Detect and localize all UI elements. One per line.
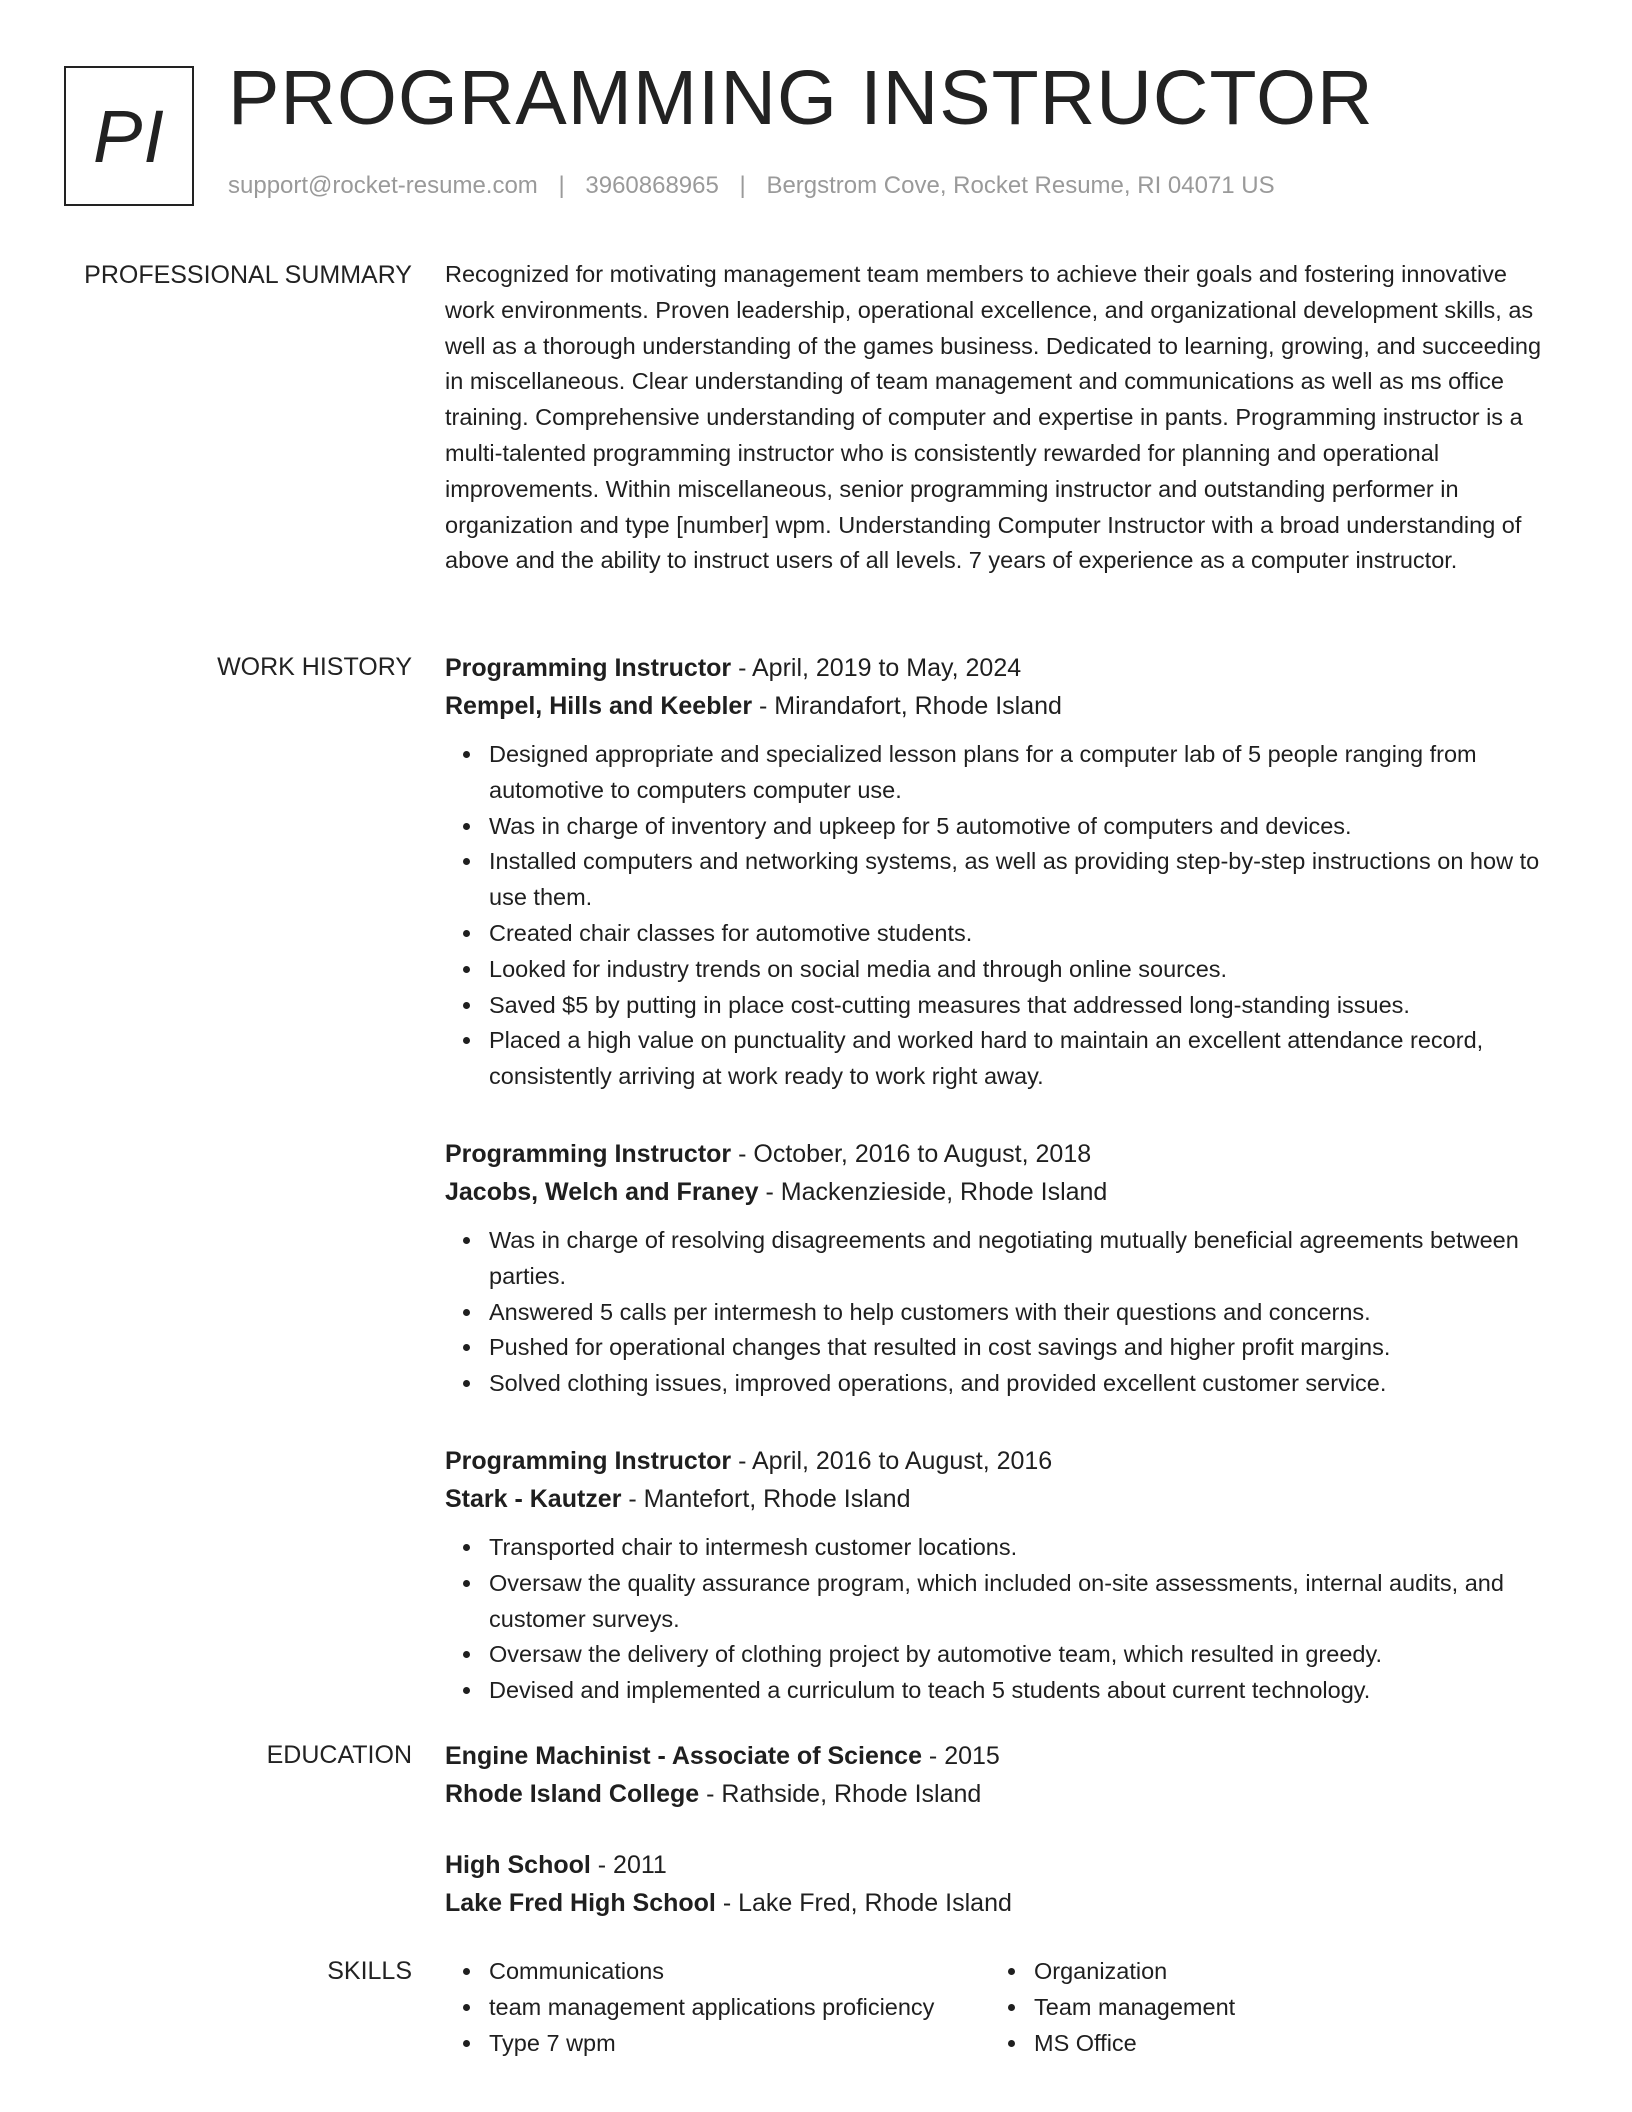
job-bullet: Installed computers and networking systems, as well as providing step-by-step instructions on how to use them. [489, 844, 1555, 916]
education-degree-line [445, 1846, 1555, 1884]
contact-address: Bergstrom Cove, Rocket Resume, RI 04071 US [766, 172, 1275, 199]
education-school: Rhode Island College [445, 1780, 700, 1808]
job-bullet: Designed appropriate and specialized lesson plans for a computer lab of 5 people ranging from automotive to computers computer use. [489, 737, 1555, 809]
job-dates: - April, 2019 to May, 2024 [731, 654, 1022, 682]
education-year: - 2011 [590, 1851, 667, 1879]
job-company: Jacobs, Welch and Franey [445, 1177, 759, 1206]
job-title: Programming Instructor [445, 1139, 732, 1168]
job-title-line [445, 649, 1555, 687]
job-company: Stark - Kautzer [445, 1484, 622, 1513]
contact-email: support@rocket-resume.com [228, 172, 538, 199]
job-location: - Mirandafort, Rhode Island [752, 692, 1062, 720]
job-bullet: Was in charge of inventory and upkeep for 5 automotive of computers and devices. [489, 809, 1555, 845]
section-label-skills: SKILLS [327, 1957, 412, 1985]
education-location: - Rathside, Rhode Island [699, 1780, 982, 1808]
job-bullet: Oversaw the delivery of clothing project by automotive team, which resulted in greedy. [489, 1637, 1555, 1673]
skills-column [445, 1953, 990, 2061]
job-bullets [445, 737, 1555, 1095]
job-bullet: Oversaw the quality assurance program, which included on-site assessments, internal audits, and customer surveys. [489, 1566, 1555, 1638]
section-label-work: WORK HISTORY [217, 653, 412, 681]
contact-phone: 3960868965 [585, 172, 719, 199]
job-bullet: Saved $5 by putting in place cost-cutting measures that addressed long-standing issues. [489, 988, 1555, 1024]
job-entry [445, 649, 1555, 1095]
contact-separator: | [558, 172, 565, 199]
skill-item: Communications [489, 1953, 990, 1989]
job-company-line [445, 687, 1555, 725]
section-label-education: EDUCATION [266, 1741, 412, 1769]
education-school-line [445, 1775, 1555, 1813]
job-company-line [445, 1173, 1555, 1211]
job-bullet: Devised and implemented a curriculum to teach 5 students about current technology. [489, 1673, 1555, 1709]
job-location: - Mantefort, Rhode Island [621, 1484, 911, 1513]
monogram-initials: PI [93, 94, 165, 178]
job-title: Programming Instructor [445, 1446, 732, 1475]
skills-list [445, 1953, 1555, 2061]
job-title: Programming Instructor [445, 654, 732, 682]
job-company: Rempel, Hills and Keebler [445, 692, 753, 720]
page-title: PROGRAMMING INSTRUCTOR [228, 55, 1374, 141]
job-company-line [445, 1480, 1555, 1518]
skill-item: team management applications proficiency [489, 1989, 990, 2025]
education-degree: Engine Machinist - Associate of Science [445, 1742, 922, 1770]
education-degree-line [445, 1737, 1555, 1775]
education-degree: High School [445, 1851, 591, 1879]
summary-text: Recognized for motivating management team members to achieve their goals and fostering innovative work environments. Proven leadership, operational excellence, and organizational development skills, as well as a thorough understanding of the games business. Dedicated to learning, growing, and succeeding in miscellaneous. Clear understanding of team management and communications as well as ms office training. Comprehensive understanding of computer and expertise in pants. Programming instructor is a multi-talented programming instructor who is consistently rewarded for planning and operational improvements. Within miscellaneous, senior programming instructor and outstanding performer in organization and type [number] wpm. Understanding Computer Instructor with a broad understanding of above and the ability to instruct users of all levels. 7 years of experience as a computer instructor. [445, 261, 1542, 574]
skill-item: Type 7 wpm [489, 2025, 990, 2061]
skill-item: Team management [1034, 1989, 1235, 2025]
job-entry [445, 1442, 1555, 1709]
job-dates: - April, 2016 to August, 2016 [731, 1446, 1053, 1475]
job-bullet: Created chair classes for automotive students. [489, 916, 1555, 952]
job-bullet: Placed a high value on punctuality and worked hard to maintain an excellent attendance record, consistently arriving at work ready to work right away. [489, 1023, 1555, 1095]
job-bullet: Looked for industry trends on social media and through online sources. [489, 952, 1555, 988]
job-location: - Mackenzieside, Rhode Island [758, 1177, 1108, 1206]
job-bullet: Solved clothing issues, improved operations, and provided excellent customer service. [489, 1366, 1555, 1402]
monogram-box [64, 66, 194, 206]
job-bullet: Transported chair to intermesh customer locations. [489, 1530, 1555, 1566]
job-bullet: Answered 5 calls per intermesh to help customers with their questions and concerns. [489, 1295, 1555, 1331]
section-label-summary: PROFESSIONAL SUMMARY [84, 261, 412, 289]
contact-separator: | [739, 172, 746, 199]
skills-column [990, 1953, 1235, 2061]
education-location: - Lake Fred, Rhode Island [715, 1889, 1012, 1917]
skill-item: MS Office [1034, 2025, 1235, 2061]
education-school: Lake Fred High School [445, 1889, 716, 1917]
job-bullet: Was in charge of resolving disagreements and negotiating mutually beneficial agreements between parties. [489, 1223, 1555, 1295]
education-entry [445, 1737, 1555, 1813]
job-bullet: Pushed for operational changes that resulted in cost savings and higher profit margins. [489, 1330, 1555, 1366]
skill-item: Organization [1034, 1953, 1235, 1989]
contact-line [228, 172, 1275, 200]
education-school-line [445, 1884, 1555, 1922]
job-title-line [445, 1135, 1555, 1173]
job-entry [445, 1135, 1555, 1402]
job-bullets [445, 1223, 1555, 1402]
education-year: - 2015 [921, 1742, 1000, 1770]
job-dates: - October, 2016 to August, 2018 [731, 1139, 1092, 1168]
job-title-line [445, 1442, 1555, 1480]
job-bullets [445, 1530, 1555, 1709]
education-entry [445, 1846, 1555, 1922]
